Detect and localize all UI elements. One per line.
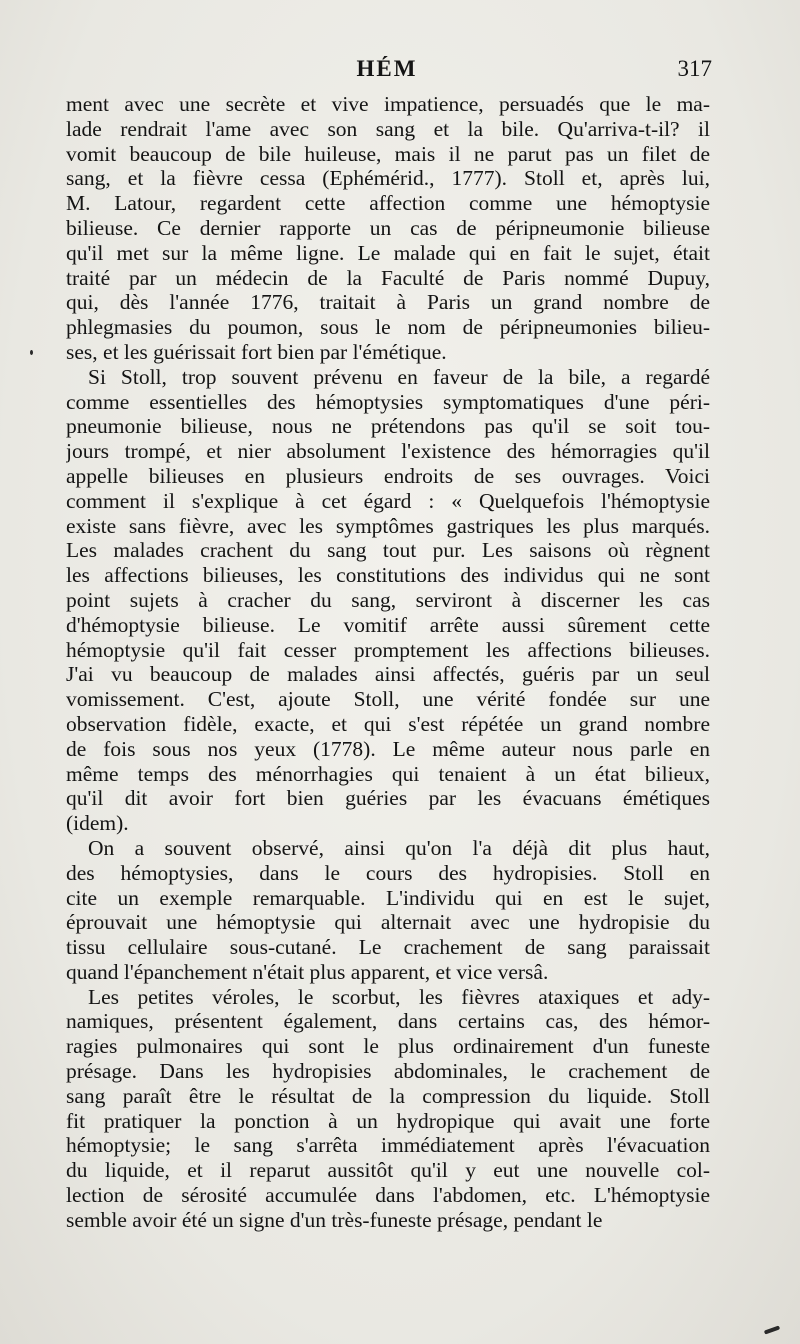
text-line: point sujets à cracher du sang, serviront à discerner les cas [66, 587, 710, 612]
text-line: lade rendrait l'ame avec son sang et la bile. Qu'arriva-t-il? il [66, 116, 710, 141]
text-line: de fois sous nos yeux (1778). Le même auteur nous parle en [66, 736, 710, 761]
text-line: comment il s'explique à cet égard : « Quelquefois l'hémoptysie [66, 488, 710, 513]
text-line: observation fidèle, exacte, et qui s'est répétée un grand nombre [66, 711, 710, 736]
text-line: J'ai vu beaucoup de malades ainsi affectés, guéris par un seul [66, 662, 710, 687]
running-head-title: HÉM [356, 56, 418, 81]
text-line: lection de sérosité accumulée dans l'abdomen, etc. L'hémoptysie [66, 1183, 710, 1208]
text-line: quand l'épanchement n'était plus apparent, et vice versâ. [66, 959, 549, 984]
text-line: tissu cellulaire sous-cutané. Le crachement de sang paraissait [66, 935, 710, 960]
text-line: jours trompé, et nier absolument l'existence des hémorragies qu'il [66, 439, 710, 464]
text-line: hémoptysie qu'il fait cesser promptement les affections bilieuses. [66, 637, 710, 662]
text-line: sang, et la fièvre cessa (Ephémérid., 1777). Stoll et, après lui, [66, 166, 710, 191]
text-line: vomissement. C'est, ajoute Stoll, une vérité fondée sur une [66, 687, 710, 712]
print-speck [764, 1325, 780, 1334]
text-line: des hémoptysies, dans le cours des hydropisies. Stoll en [66, 860, 710, 885]
text-line: phlegmasies du poumon, sous le nom de péripneumonies bilieu- [66, 315, 710, 340]
text-line: Si Stoll, trop souvent prévenu en faveur de la bile, a regardé [88, 364, 710, 389]
text-line: qu'il dit avoir fort bien guéries par les évacuans émétiques [66, 786, 710, 811]
text-line: qui, dès l'année 1776, traitait à Paris un grand nombre de [66, 290, 710, 315]
paragraph [66, 92, 710, 365]
text-line: qu'il met sur la même ligne. Le malade qui en fait le sujet, était [66, 240, 710, 265]
text-line: comme essentielles des hémoptysies symptomatiques d'une péri- [66, 389, 710, 414]
running-head [62, 56, 712, 90]
text-line: appelle bilieuses en plusieurs endroits de ses ouvrages. Voici [66, 463, 710, 488]
text-line: namiques, présentent également, dans certains cas, des hémor- [66, 1009, 710, 1034]
print-speck [30, 350, 33, 355]
text-line: bilieuse. Ce dernier rapporte un cas de péripneumonie bilieuse [66, 215, 710, 240]
text-line: Les petites véroles, le scorbut, les fièvres ataxiques et ady- [88, 984, 710, 1009]
text-line: éprouvait une hémoptysie qui alternait avec une hydropisie du [66, 910, 710, 935]
text-line: semble avoir été un signe d'un très-funeste présage, pendant le [66, 1207, 603, 1232]
text-line: hémoptysie; le sang s'arrêta immédiatement après l'évacuation [66, 1133, 710, 1158]
text-line: cite un exemple remarquable. L'individu qui en est le sujet, [66, 885, 710, 910]
text-line: ses, et les guérissait fort bien par l'émétique. [66, 339, 447, 364]
text-line: traité par un médecin de la Faculté de Paris nommé Dupuy, [66, 265, 710, 290]
text-line: vomit beaucoup de bile huileuse, mais il ne parut pas un filet de [66, 141, 710, 166]
text-line: présage. Dans les hydropisies abdominales, le crachement de [66, 1059, 710, 1084]
text-line: On a souvent observé, ainsi qu'on l'a déjà dit plus haut, [88, 835, 710, 860]
text-line: M. Latour, regardent cette affection comme une hémoptysie [66, 191, 710, 216]
text-line: fit pratiquer la ponction à un hydropique qui avait une forte [66, 1108, 710, 1133]
text-line: Les malades crachent du sang tout pur. Les saisons où règnent [66, 538, 710, 563]
text-line: les affections bilieuses, les constitutions des individus qui ne sont [66, 563, 710, 588]
text-line: pneumonie bilieuse, nous ne prétendons pas qu'il se soit tou- [66, 414, 710, 439]
text-line: existe sans fièvre, avec les symptômes gastriques les plus marqués. [66, 513, 710, 538]
paragraph [66, 365, 710, 836]
text-line: même temps des ménorrhagies qui tenaient à un état bilieux, [66, 761, 710, 786]
text-line: du liquide, et il reparut aussitôt qu'il y eut une nouvelle col- [66, 1158, 710, 1183]
page-number: 317 [677, 56, 712, 81]
paragraph [66, 985, 710, 1233]
text-line: ragies pulmonaires qui sont le plus ordinairement d'un funeste [66, 1034, 710, 1059]
text-line: d'hémoptysie bilieuse. Le vomitif arrête aussi sûrement cette [66, 612, 710, 637]
body-text [66, 92, 710, 1233]
text-line: (idem). [66, 811, 129, 836]
paragraph [66, 836, 710, 985]
text-line: ment avec une secrète et vive impatience, persuadés que le ma- [66, 92, 710, 116]
text-line: sang paraît être le résultat de la compression du liquide. Stoll [66, 1083, 710, 1108]
